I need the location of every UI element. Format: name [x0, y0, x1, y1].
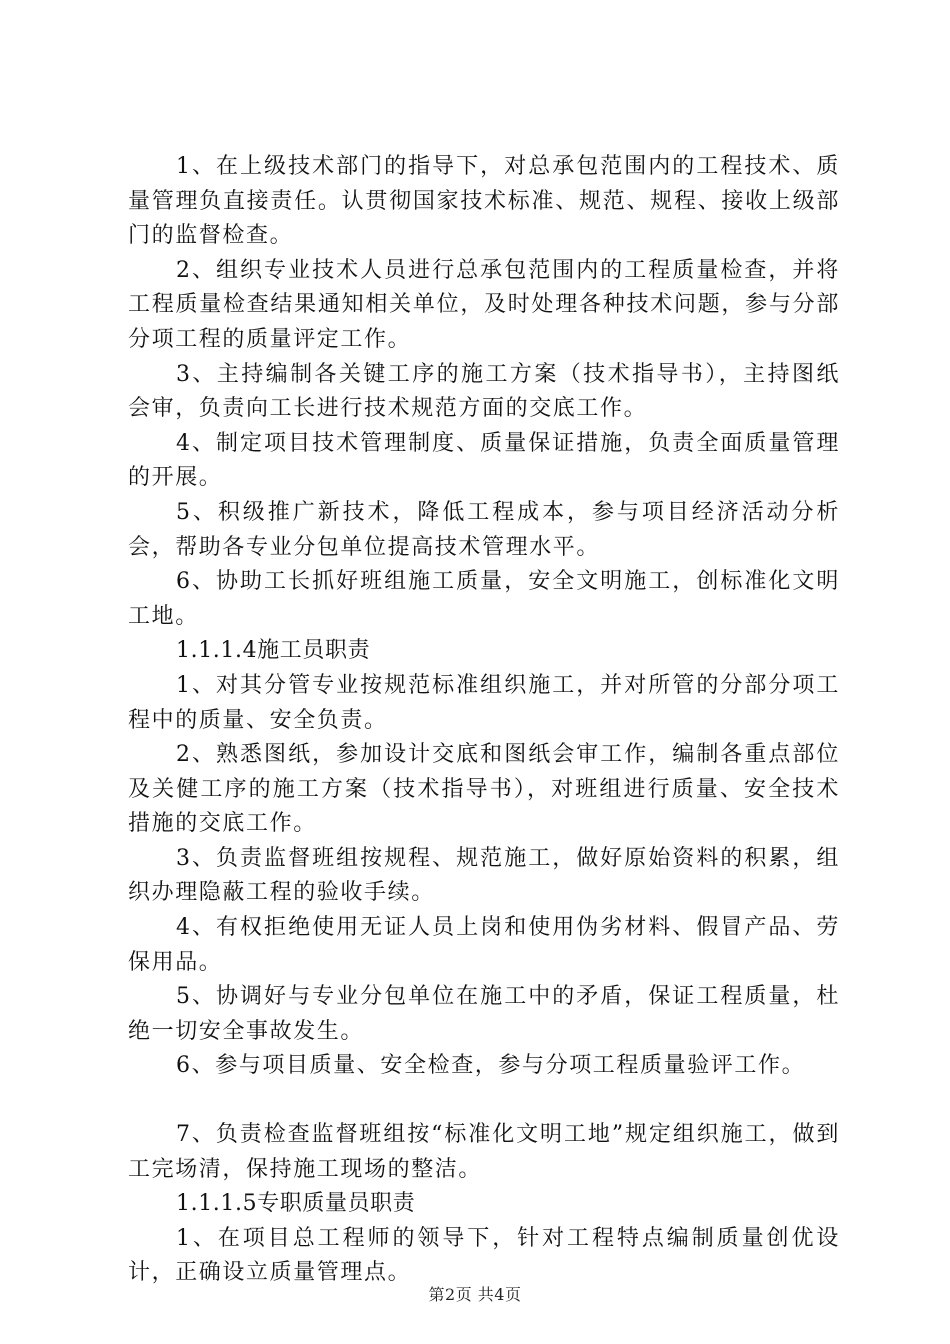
- section-heading: 1.1.1.4施工员职责: [176, 638, 371, 664]
- paragraph: 6、参与项目质量、安全检查，参与分项工程质量验评工作。: [176, 1053, 806, 1079]
- paragraph: 6、协助工长抓好班组施工质量，安全文明施工，创标准化文明工地。: [128, 569, 840, 629]
- paragraph: 7、负责检查监督班组按“标准化文明工地”规定组织施工，做到工完场清，保持施工现场的整洁。: [128, 1122, 840, 1182]
- paragraph: 3、主持编制各关键工序的施工方案（技术指导书），主持图纸会审，负责向工长进行技术规范方面的交底工作。: [128, 361, 840, 422]
- paragraph: 4、有权拒绝使用无证人员上岗和使用伪劣材料、假冒产品、劳保用品。: [128, 915, 840, 975]
- paragraph: 1、在项目总工程师的领导下，针对工程特点编制质量创优设计，正确设立质量管理点。: [128, 1225, 840, 1286]
- paragraph: 5、积级推广新技术，降低工程成本，参与项目经济活动分析会，帮助各专业分包单位提高技术管理水平。: [128, 499, 840, 560]
- document-body: [128, 150, 840, 1291]
- paragraph: 4、制定项目技术管理制度、质量保证措施，负责全面质量管理的开展。: [128, 430, 840, 491]
- page-number-footer: 第2页 共4页: [428, 1285, 522, 1304]
- paragraph-gap: [128, 1084, 840, 1118]
- paragraph: 2、组织专业技术人员进行总承包范围内的工程质量检查，并将工程质量检查结果通知相关单位，及时处理各种技术问题，参与分部分项工程的质量评定工作。: [128, 257, 840, 352]
- paragraph: 1、在上级技术部门的指导下，对总承包范围内的工程技术、质量管理负直接责任。认贯彻国家技术标准、规范、规程、接收上级部门的监督检查。: [128, 154, 840, 249]
- paragraph: 3、负责监督班组按规程、规范施工，做好原始资料的积累，组织办理隐蔽工程的验收手续。: [128, 845, 840, 906]
- paragraph: 2、熟悉图纸，参加设计交底和图纸会审工作，编制各重点部位及关健工序的施工方案（技术指导书），对班组进行质量、安全技术措施的交底工作。: [128, 742, 840, 837]
- paragraph: 5、协调好与专业分包单位在施工中的矛盾，保证工程质量，杜绝一切安全事故发生。: [128, 984, 840, 1044]
- section-heading: 1.1.1.5专职质量员职责: [176, 1191, 416, 1217]
- paragraph: 1、对其分管专业按规范标准组织施工，并对所管的分部分项工程中的质量、安全负责。: [128, 672, 840, 733]
